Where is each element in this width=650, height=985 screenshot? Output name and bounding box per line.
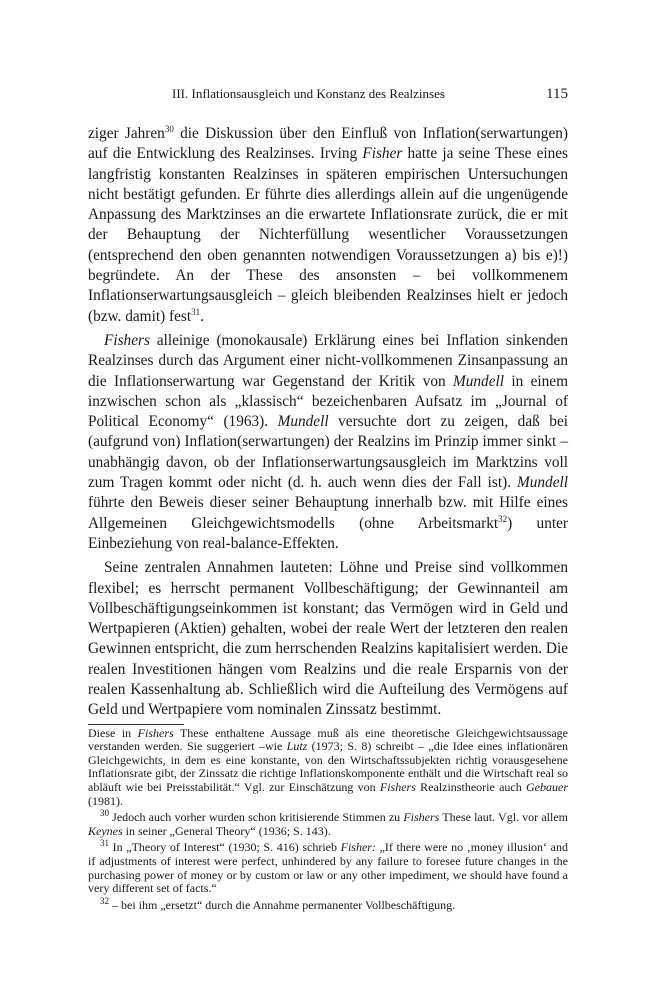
main-text	[88, 124, 568, 721]
footnote-31	[88, 838, 568, 896]
author-name: Fisher:	[340, 840, 376, 855]
footnote-continued	[88, 727, 568, 809]
text-run: ) unter Einbeziehung von real-balance-Effekten.	[88, 514, 568, 552]
footnote-ref-30[interactable]: 30	[164, 123, 174, 134]
author-name: Gebauer	[526, 779, 568, 794]
text-run: Realzinstheorie auch	[415, 779, 526, 794]
footnotes	[88, 727, 568, 913]
text-run: versuchte dort zu zeigen, daß bei (aufgrund von) Inflation(serwartungen) der Realzins im Prinzip immer sinkt – unabhängig davon, ob der Inflationserwartungsausgleich im Marktzins voll zum Tragen kommt oder nicht (d. h. auch wenn dies der Fall ist).	[88, 413, 568, 492]
text-run: in einem inzwischen schon als „klassisch“ bezeichenbaren Aufsatz im „Journal of Political Economy“ (1963).	[88, 372, 568, 431]
paragraph-2	[88, 331, 568, 554]
text-run: in seiner „General Theory“ (1936; S. 143).	[122, 823, 331, 838]
footnote-number: 31	[100, 838, 109, 849]
author-name: Fishers	[403, 810, 440, 825]
text-run: die Diskussion über den Einfluß von Inflation(serwartungen) auf die Entwicklung des Realzinses. Irving	[88, 125, 568, 163]
author-name: Fishers	[104, 331, 150, 349]
text-run: (1981).	[88, 793, 123, 808]
text-run: führte den Beweis dieser seiner Behauptung innerhalb bzw. mit Hilfe eines Allgemeinen Gleichgewichtsmodells (ohne Arbeitsmarkt	[88, 494, 568, 532]
author-name: Fishers	[137, 725, 174, 740]
author-name: Fishers	[379, 779, 416, 794]
author-name: Mundell	[517, 474, 568, 492]
footnote-32	[88, 895, 568, 913]
author-name: Mundell	[277, 413, 329, 431]
paragraph-3: Seine zentralen Annahmen lauteten: Löhne und Preise sind vollkommen flexibel; es herrscht permanent Vollbeschäftigung; der Gewinnanteil am Vollbeschäftigungseinkommen ist konstant; das Vermögen wird in Geld und Wertpapieren (Aktien) gehalten, wobei der reale Wert der letzteren den realen Gewinnen entspricht, die zum herrschenden Realzins kapitalisiert werden. Die realen Investitionen hängen vom Realzins und die reale Ersparnis von der realen Kassenhaltung ab. Schließlich wird die Aufteilung des Vermögens auf Geld und Wertpapiere vom nominalen Zinssatz bestimmt.	[88, 559, 568, 719]
text-run: (1973; S. 8) schreibt – „die Idee eines inflationären Gleichgewichts, in dem es eine konstante, von den Wirtschaftssubjekten richtig vorausgesehene Inflationsrate gibt, der Zinssatz die richtige Inflationskomponente enthält und die Wirtschaft real so abläuft wie bei Preisstabilität.“ Vgl. zur Einschätzung von	[88, 739, 569, 794]
author-name: Mundell	[453, 372, 504, 390]
text-run: „If there were no ‚money illusion‘ and if adjustments of interest were perfect, unhindered by any failure to foresee future changes in the purchasing power of money or by custom or law or any other impediment, we should have found a very different set of facts.“	[88, 840, 568, 896]
footnote-30	[88, 808, 568, 838]
footnote-ref-31[interactable]: 31	[191, 306, 201, 317]
running-header	[172, 86, 568, 108]
text-run: Jedoch auch vorher wurden schon kritisierende Stimmen zu	[109, 810, 404, 825]
footnote-number: 30	[100, 808, 109, 819]
text-run: alleinige (monokausale) Erklärung eines bei Inflation sinkenden Realzinses durch das Argument einer nicht-vollkommenen Zinsanpassung an die Inflationserwartung war Gegenstand der Kritik von	[88, 331, 568, 390]
chapter-title: III. Inflationsausgleich und Konstanz des Realzinses	[172, 86, 445, 101]
text-run: hatte ja seine These eines langfristig konstanten Realzinses in späteren empirischen Untersuchungen nicht bestätigt gefunden. Er führte dies allerdings allein auf die ungenügende Anpassung des Marktzinses an die erwartete Inflationsrate zurück, die er mit der Behauptung der Nichterfüllung wesentlicher Voraussetzungen (entsprechend den oben genannten notwendigen Voraussetzungen a) bis e)!) begründete. An der These des ansonsten – bei vollkommenem Inflationserwartungsausgleich – gleich bleibenden Realzinses hielt er jedoch (bzw. damit) fest	[88, 145, 569, 325]
footnote-ref-32[interactable]: 32	[498, 513, 508, 524]
text-run: These enthaltene Aussage muß als eine theoretische Gleichgewichtsaussage verstanden werden. Sie suggeriert –wie	[88, 725, 569, 754]
text-run: In „Theory of Interest“ (1930; S. 416) schrieb	[109, 840, 341, 855]
paragraph-1	[88, 124, 568, 327]
footnote-number: 32	[100, 895, 109, 906]
text-run: ziger Jahren	[88, 125, 165, 142]
text-run: .	[200, 307, 204, 325]
text-run: These laut. Vgl. vor allem	[439, 810, 568, 825]
footnote-divider	[88, 724, 184, 725]
author-name: Fisher	[362, 145, 403, 163]
text-run: – bei ihm „ersetzt“ durch die Annahme permanenter Vollbeschäftigung.	[109, 897, 456, 912]
text-run: Diese in	[88, 725, 138, 740]
author-name: Keynes	[88, 823, 123, 838]
author-name: Lutz	[286, 739, 308, 754]
page-number: 115	[546, 86, 568, 102]
book-page	[88, 86, 568, 912]
